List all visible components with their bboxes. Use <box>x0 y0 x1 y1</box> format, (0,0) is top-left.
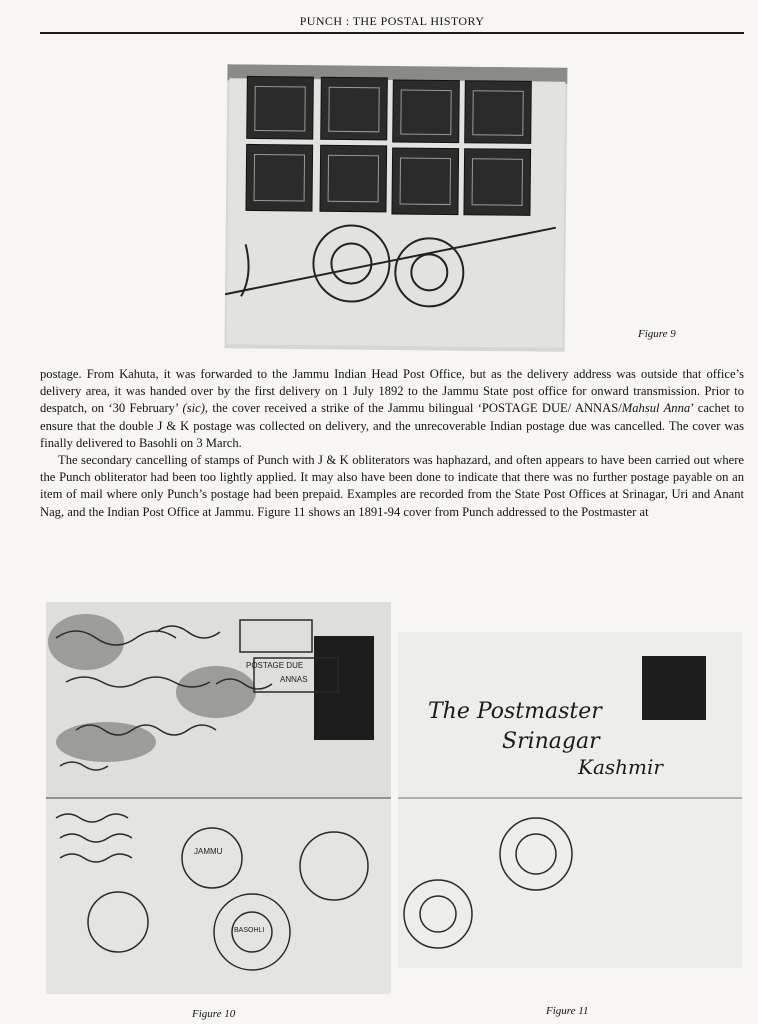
body-text <box>40 366 744 521</box>
figure-11-caption: Figure 11 <box>546 1005 589 1017</box>
running-header: PUNCH : THE POSTAL HISTORY <box>299 14 485 28</box>
figure-10-image <box>46 602 391 994</box>
jammu-postmark-text: JAMMU <box>194 847 223 856</box>
header-rule <box>40 32 744 34</box>
figure-10-caption: Figure 10 <box>192 1008 236 1020</box>
address-line-3: Kashmir <box>578 755 663 779</box>
figure-9-caption: Figure 9 <box>638 328 676 340</box>
paragraph-2: The secondary cancelling of stamps of Punch with J & K obliterators was haphazard, and often appears to have been carried out where the Punch obliterator had been too lightly applied. It may also have been done to indicate that there was no further postage payable on an item of mail where only Punch’s postage had been prepaid. Examples are recorded from the State Post Offices at Srinagar, Uri and Anant Nag, and the Indian Post Office at Jammu. Figure 11 shows an 1891-94 cover from Punch addressed to the Postmaster at <box>40 453 744 519</box>
postage-due-cachet-text: POSTAGE DUE <box>246 661 304 670</box>
annas-cachet-text: ANNAS <box>280 675 308 684</box>
address-line-2: Srinagar <box>502 729 600 754</box>
figure-9-image <box>225 64 568 352</box>
address-line-1: The Postmaster <box>428 699 602 724</box>
paragraph-1: postage. From Kahuta, it was forwarded to the Jammu Indian Head Post Office, but as the delivery address was outside that office’s delivery area, it was handed over by the first delivery on 1 July 1892 to the Jammu State post office for onward transmission. Prior to despatch, on ‘30 February’ (sic), the cover received a strike of the Jammu bilingual ‘POSTAGE DUE/ ANNAS/Mahsul Anna’ cachet to ensure that the double J & K postage was collected on delivery, and the unrecoverable Indian postage due was cancelled. The cover was finally delivered to Basohli on 3 March. <box>40 367 745 450</box>
figure-11-image <box>398 632 742 968</box>
basohli-postmark-text: BASOHLI <box>234 927 265 934</box>
